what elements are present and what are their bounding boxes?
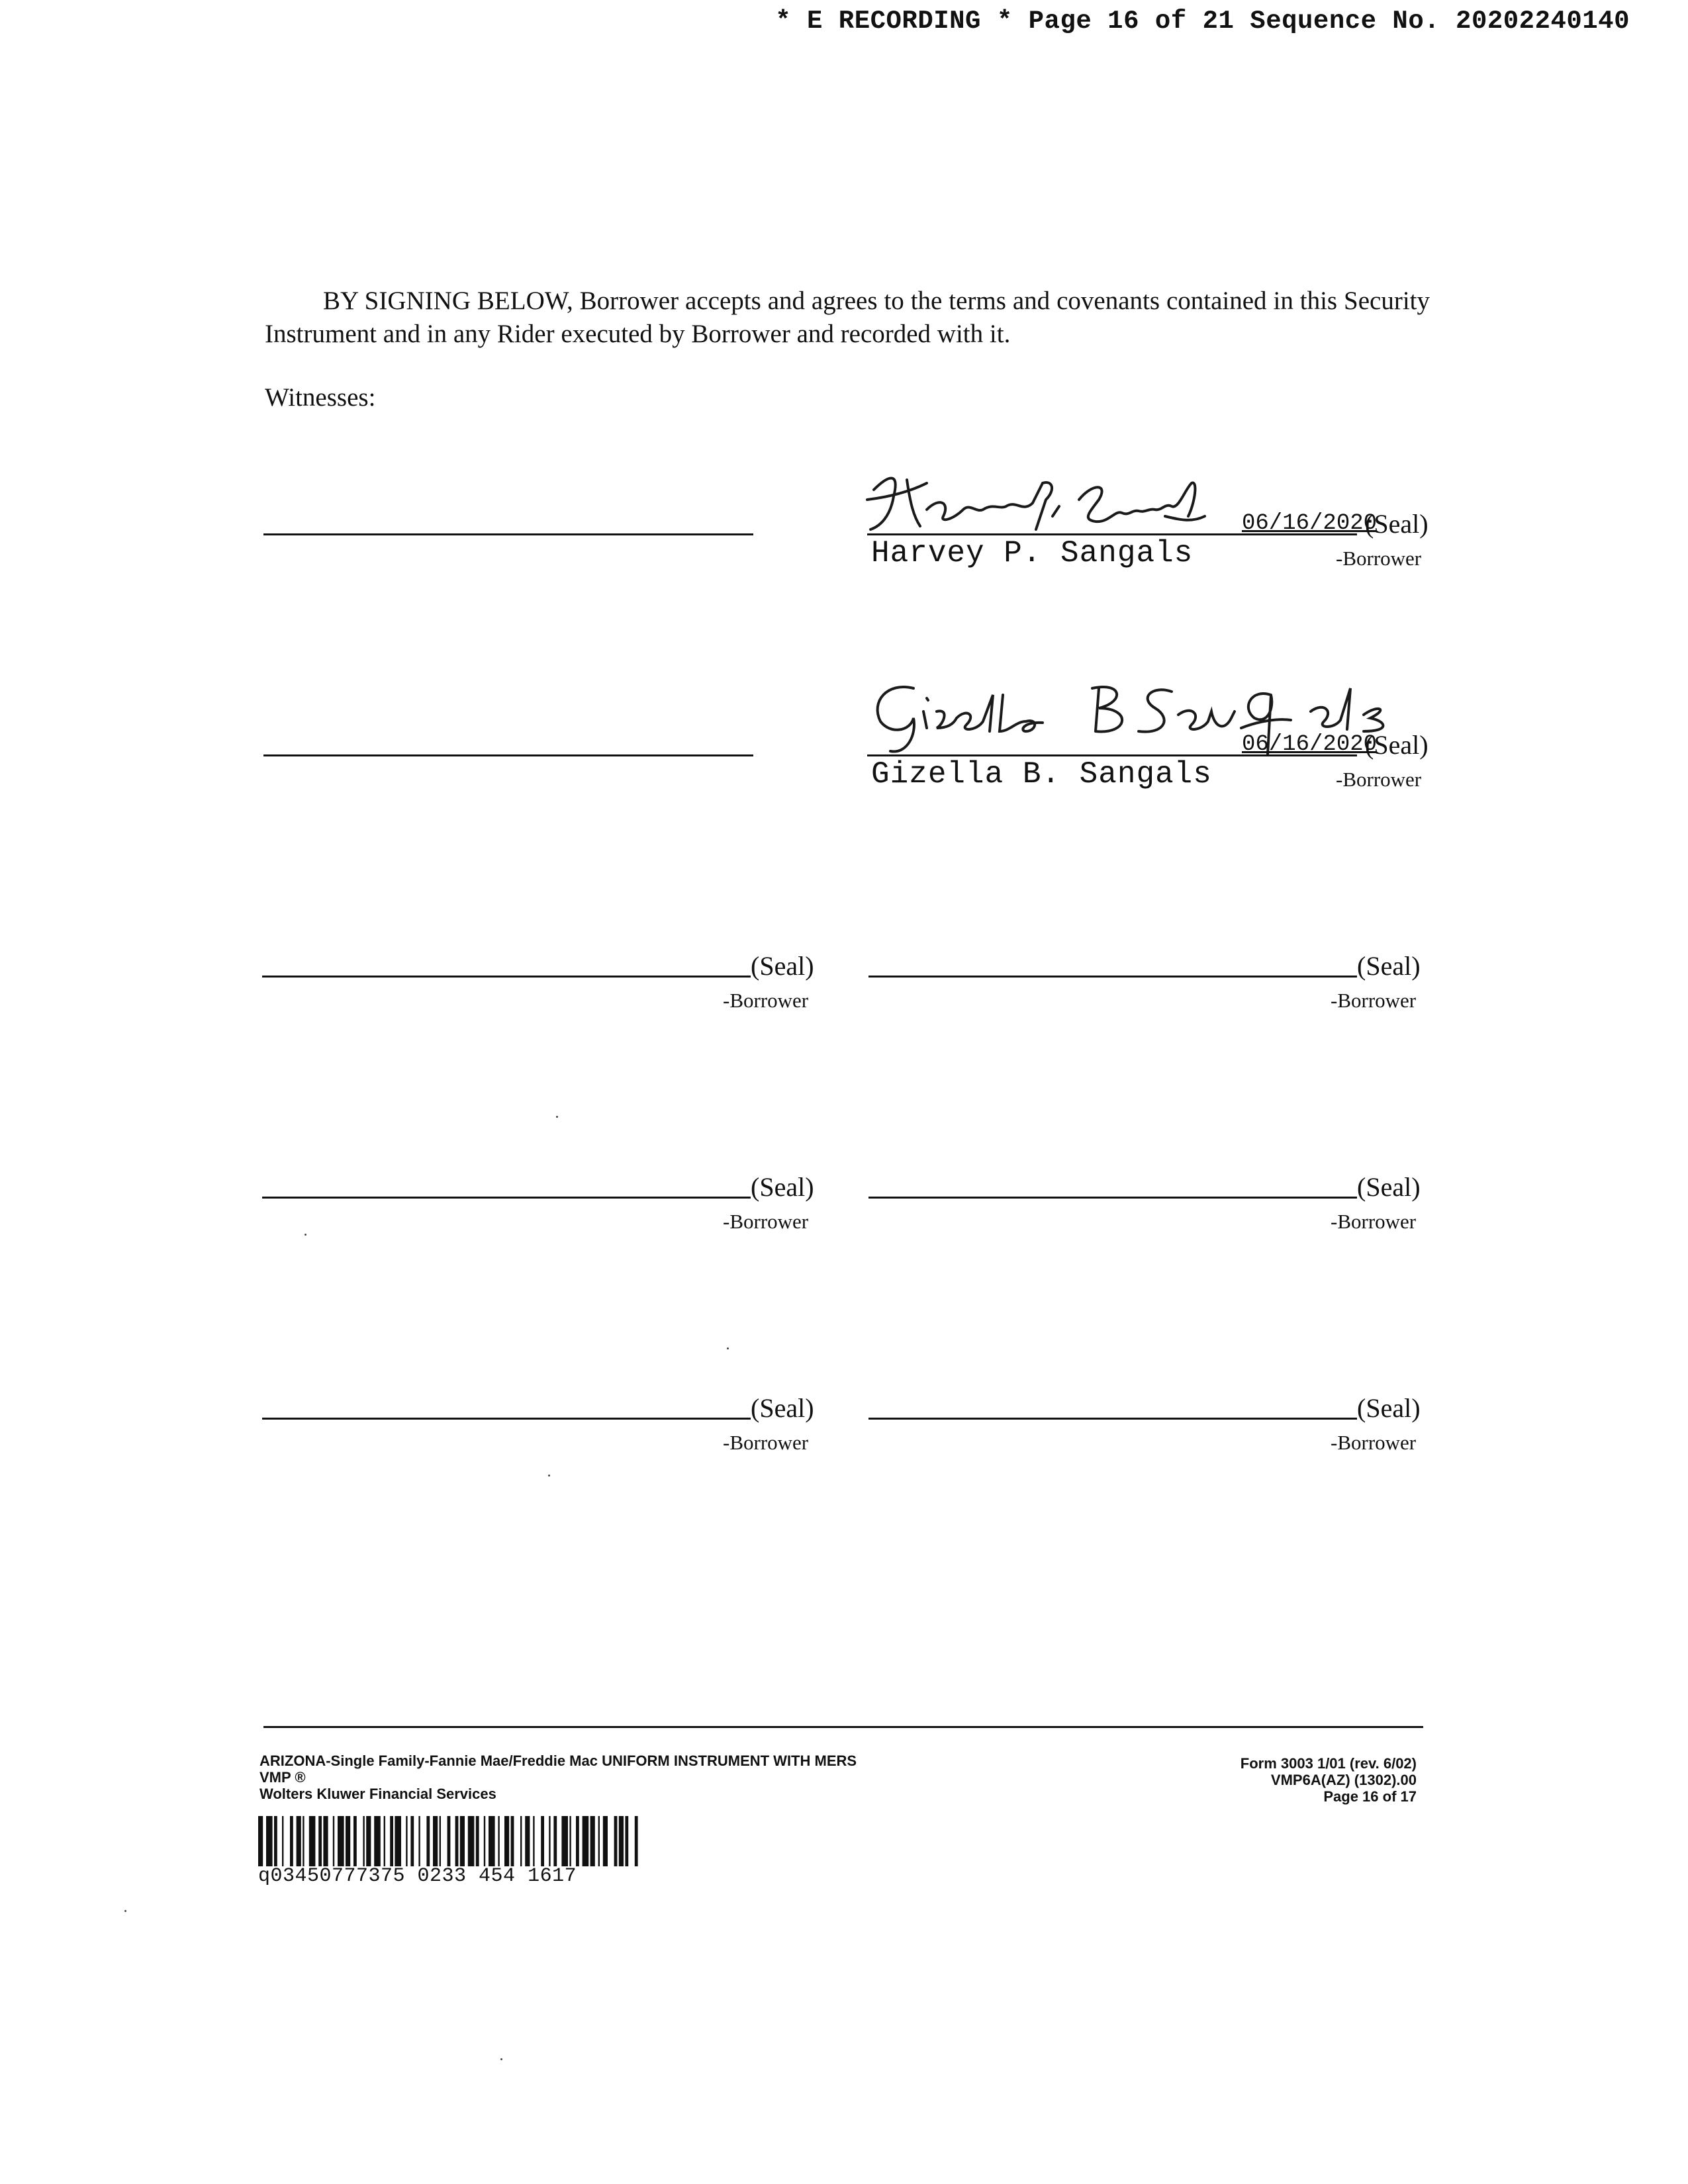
blank-role-label: -Borrower [723,1210,809,1233]
blank-seal-label: (Seal) [751,1393,814,1423]
barcode-bar [541,1816,544,1866]
scan-speck [305,1234,306,1236]
barcode-bar [258,1816,263,1866]
blank-role-label: -Borrower [723,989,809,1012]
barcode-bar [323,1816,328,1866]
blank-seal-label: (Seal) [751,951,814,981]
barcode-bar [625,1816,628,1866]
blank-seal-label: (Seal) [1357,1172,1421,1202]
barcode-bar [549,1816,550,1866]
scan-speck [500,2058,502,2060]
witnesses-label: Witnesses: [265,383,376,412]
barcode-bar [309,1816,316,1866]
barcode-bar [590,1816,595,1866]
borrower-1-date: 06/16/2020 [1242,511,1378,536]
barcode-bar [303,1816,304,1866]
barcode-bar [598,1816,600,1866]
witness-line-1 [263,533,753,535]
footer-right [1241,1755,1417,1805]
scan-speck [548,1475,550,1477]
barcode-bar [363,1816,364,1866]
barcode-bar [297,1816,301,1866]
barcode-bar [346,1816,350,1866]
blank-signature-line [262,1418,751,1420]
footer-publisher: Wolters Kluwer Financial Services [259,1786,496,1802]
barcode-bar [266,1816,273,1866]
barcode-number: q03450777375 0233 454 1617 [258,1865,577,1888]
recording-stamp: * E RECORDING * Page 16 of 21 Sequence No. 20202240140 [775,7,1630,36]
blank-role-label: -Borrower [723,1431,809,1454]
barcode-bar [576,1816,579,1866]
barcode-bar [553,1816,557,1866]
barcode-bar [460,1816,465,1866]
barcode-bar [455,1816,459,1866]
barcode-bar [561,1816,568,1866]
barcode-bar [426,1816,430,1866]
scan-speck [556,1116,558,1118]
barcode-bar [603,1816,608,1866]
barcode-bar [533,1816,534,1866]
barcode-bar [410,1816,414,1866]
footer-left [259,1752,857,1802]
barcode-bar [619,1816,624,1866]
barcode-bar [338,1816,344,1866]
barcode-bar [614,1816,618,1866]
scan-speck [124,1910,126,1912]
barcode-bar [635,1816,638,1866]
barcode-bar [274,1816,277,1866]
blank-signature-line [262,976,751,978]
barcode-bar [418,1816,420,1866]
barcode-bar [374,1816,381,1866]
blank-signature-line [262,1197,751,1199]
borrower-2-date: 06/16/2020 [1242,732,1378,757]
borrower-1-typed-name: Harvey P. Sangals [871,536,1194,570]
barcode-bar [484,1816,485,1866]
barcode-bar [520,1816,522,1866]
witness-line-2 [263,754,753,756]
barcode-bar [433,1816,438,1866]
barcode [258,1816,715,1866]
barcode-bar [395,1816,401,1866]
barcode-bar [406,1816,407,1866]
blank-signature-line [868,976,1357,978]
footer-rule [263,1726,1423,1728]
blank-signature-line [868,1197,1357,1199]
barcode-bar [504,1816,509,1866]
barcode-bar [476,1816,479,1866]
borrower-2-seal-label: (Seal) [1365,730,1429,760]
footer-form-number: Form 3003 1/01 (rev. 6/02) [1240,1755,1417,1772]
blank-seal-label: (Seal) [1357,1393,1421,1423]
barcode-bar [318,1816,322,1866]
barcode-bar [333,1816,334,1866]
borrower-1-role-label: -Borrower [1336,547,1422,570]
barcode-bar [290,1816,293,1866]
signing-statement: BY SIGNING BELOW, Borrower accepts and agrees to the terms and covenants contained in this Security Instrument and in any Rider executed by Borrower and recorded with it. [265,287,1430,348]
barcode-bar [525,1816,530,1866]
borrower-1-seal-label: (Seal) [1365,509,1429,539]
scan-speck [727,1347,729,1349]
blank-signature-line [868,1418,1357,1420]
borrower-2-role-label: -Borrower [1336,768,1422,791]
barcode-bar [583,1816,589,1866]
barcode-bar [447,1816,451,1866]
barcode-bar [468,1816,475,1866]
footer-vmp-code: VMP6A(AZ) (1302).00 [1270,1772,1417,1788]
barcode-bar [511,1816,514,1866]
blank-seal-label: (Seal) [1357,951,1421,981]
footer-vmp: VMP ® [259,1769,306,1786]
blank-role-label: -Borrower [1331,989,1417,1012]
barcode-bar [498,1816,499,1866]
barcode-bar [569,1816,571,1866]
barcode-bar [390,1816,393,1866]
barcode-bar [353,1816,357,1866]
blank-seal-label: (Seal) [751,1172,814,1202]
footer-page-number: Page 16 of 17 [1323,1788,1417,1805]
borrower-2-typed-name: Gizella B. Sangals [871,757,1212,792]
barcode-bar [440,1816,441,1866]
blank-role-label: -Borrower [1331,1431,1417,1454]
barcode-bar [384,1816,385,1866]
barcode-bar [489,1816,495,1866]
blank-role-label: -Borrower [1331,1210,1417,1233]
footer-form-title: ARIZONA-Single Family-Fannie Mae/Freddie Mac UNIFORM INSTRUMENT WITH MERS [259,1752,857,1769]
barcode-bar [366,1816,371,1866]
barcode-bar [282,1816,283,1866]
